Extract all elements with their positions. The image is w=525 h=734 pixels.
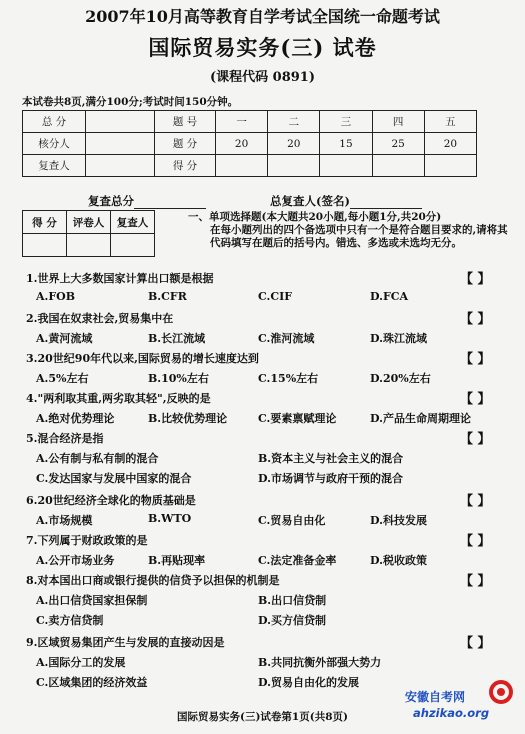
mini-cell [67, 234, 111, 257]
cell-q2: 二 [268, 111, 320, 133]
cell-score-label: 得 分 [155, 155, 216, 177]
question-stem: 5.混合经济是指 [26, 432, 104, 445]
exam-info: 本试卷共8页,满分100分;考试时间150分钟。 [22, 96, 239, 108]
option-item: C.卖方信贷制 [36, 614, 104, 627]
score-row-2 [23, 133, 477, 155]
review-signer-line [350, 198, 422, 209]
option-item: C.淮河流域 [258, 332, 315, 345]
option-item: C.贸易自由化 [258, 514, 326, 527]
red-badge-icon [487, 678, 515, 706]
answer-bracket[interactable]: 【 】 [460, 534, 491, 549]
cell-p5: 20 [424, 133, 476, 155]
option-item: B.CFR [148, 290, 187, 303]
watermark-name: 安徽自考网 [405, 690, 466, 704]
cell-s3 [320, 155, 372, 177]
cell-p4: 25 [372, 133, 424, 155]
review-signer-label: 总复查人(签名) [270, 194, 350, 208]
option-item: D.贸易自由化的发展 [258, 676, 359, 689]
answer-bracket[interactable]: 【 】 [460, 272, 491, 287]
cell-s1 [216, 155, 268, 177]
exam-header: 2007年10月高等教育自学考试全国统一命题考试 [85, 7, 440, 26]
option-item: C.CIF [258, 290, 293, 303]
mini-cell [111, 234, 155, 257]
review-signer [270, 193, 422, 209]
option-item: C.要素禀赋理论 [258, 412, 337, 425]
option-item: D.买方信贷制 [258, 614, 326, 627]
option-item: C.15%左右 [258, 372, 319, 385]
option-item: C.区域集团的经济效益 [36, 676, 148, 689]
option-item: B.出口信贷制 [258, 594, 327, 607]
mini-cell [23, 234, 67, 257]
option-item: A.黄河流域 [36, 332, 93, 345]
watermark-url: ahzikao.org [413, 706, 490, 720]
option-item: A.FOB [36, 290, 76, 303]
option-item: D.科技发展 [370, 514, 427, 527]
watermark [405, 678, 515, 728]
question-stem: 4."两利取其重,两劣取其轻",反映的是 [26, 392, 211, 405]
cell-s4 [372, 155, 424, 177]
cell-q3: 三 [320, 111, 372, 133]
option-item: B.共同抗衡外部强大势力 [258, 656, 382, 669]
answer-bracket[interactable]: 【 】 [460, 574, 491, 589]
cell-q5: 五 [424, 111, 476, 133]
cell-total-label: 总 分 [23, 111, 86, 133]
paper-title: 国际贸易实务(三) 试卷 [148, 35, 377, 60]
section-instr: 在每小题列出的四个备选项中只有一个是符合题目要求的,请将其代码填写在题后的括号内。错选、多选或未选均无分。 [210, 224, 508, 249]
option-item: B.再贴现率 [148, 554, 206, 567]
cell-q4: 四 [372, 111, 424, 133]
review-total-line [134, 198, 206, 209]
option-item: A.公开市场业务 [36, 554, 115, 567]
cell-s2 [268, 155, 320, 177]
cell-q1: 一 [216, 111, 268, 133]
option-item: C.发达国家与发展中国家的混合 [36, 472, 192, 485]
score-row-1 [23, 111, 477, 133]
option-item: D.产品生命周期理论 [370, 412, 471, 425]
course-code: (课程代码 0891) [209, 70, 315, 85]
answer-bracket[interactable]: 【 】 [460, 352, 491, 367]
answer-bracket[interactable]: 【 】 [460, 392, 491, 407]
question-stem: 7.下列属于财政政策的是 [26, 534, 148, 547]
option-item: D.市场调节与政府干预的混合 [258, 472, 403, 485]
cell-blank [86, 111, 155, 133]
answer-bracket[interactable]: 【 】 [460, 494, 491, 509]
cell-blank [86, 155, 155, 177]
cell-points-label: 题 分 [155, 133, 216, 155]
question-stem: 9.区域贸易集团产生与发展的直接动因是 [26, 636, 225, 649]
option-item: A.国际分工的发展 [36, 656, 126, 669]
cell-p3: 15 [320, 133, 372, 155]
option-item: D.珠江流域 [370, 332, 427, 345]
option-item: D.FCA [370, 290, 409, 303]
page-footer: 国际贸易实务(三)试卷第1页(共8页) [177, 711, 348, 723]
section-score-table [22, 210, 155, 257]
answer-bracket[interactable]: 【 】 [460, 636, 491, 651]
cell-s5 [424, 155, 476, 177]
option-item: B.比较优势理论 [148, 412, 228, 425]
cell-reviewer-label: 复查人 [23, 155, 86, 177]
mini-score-label: 得 分 [23, 211, 67, 234]
cell-checker-label: 核分人 [23, 133, 86, 155]
cell-p1: 20 [216, 133, 268, 155]
option-item: A.市场规模 [36, 514, 93, 527]
option-item: A.绝对优势理论 [36, 412, 115, 425]
question-stem: 6.20世纪经济全球化的物质基础是 [26, 494, 196, 507]
question-stem: 1.世界上大多数国家计算出口额是根据 [26, 272, 214, 285]
option-item: D.20%左右 [370, 372, 431, 385]
option-item: B.长江流域 [148, 332, 206, 345]
option-item: D.税收政策 [370, 554, 427, 567]
review-total-label: 复查总分 [88, 194, 134, 208]
score-row-3 [23, 155, 477, 177]
cell-blank [86, 133, 155, 155]
answer-bracket[interactable]: 【 】 [460, 432, 491, 447]
mini-reviewer-label: 复查人 [111, 211, 155, 234]
section-instructions [188, 211, 508, 250]
question-stem: 8.对本国出口商或银行提供的信贷予以担保的机制是 [26, 574, 280, 587]
option-item: A.公有制与私有制的混合 [36, 452, 159, 465]
cell-p2: 20 [268, 133, 320, 155]
option-item: A.5%左右 [36, 372, 89, 385]
option-item: B.10%左右 [148, 372, 209, 385]
score-table [22, 110, 477, 177]
option-item: C.法定准备金率 [258, 554, 337, 567]
question-stem: 3.20世纪90年代以来,国际贸易的增长速度达到 [26, 352, 259, 365]
cell-qno-label: 题 号 [155, 111, 216, 133]
answer-bracket[interactable]: 【 】 [460, 312, 491, 327]
review-total [88, 193, 206, 209]
question-stem: 2.我国在奴隶社会,贸易集中在 [26, 312, 174, 325]
section-heading: 一、单项选择题(本大题共20小题,每小题1分,共20分) [188, 211, 442, 223]
mini-grader-label: 评卷人 [67, 211, 111, 234]
option-item: B.资本主义与社会主义的混合 [258, 452, 404, 465]
option-item: A.出口信贷国家担保制 [36, 594, 148, 607]
option-item: B.WTO [148, 512, 192, 525]
